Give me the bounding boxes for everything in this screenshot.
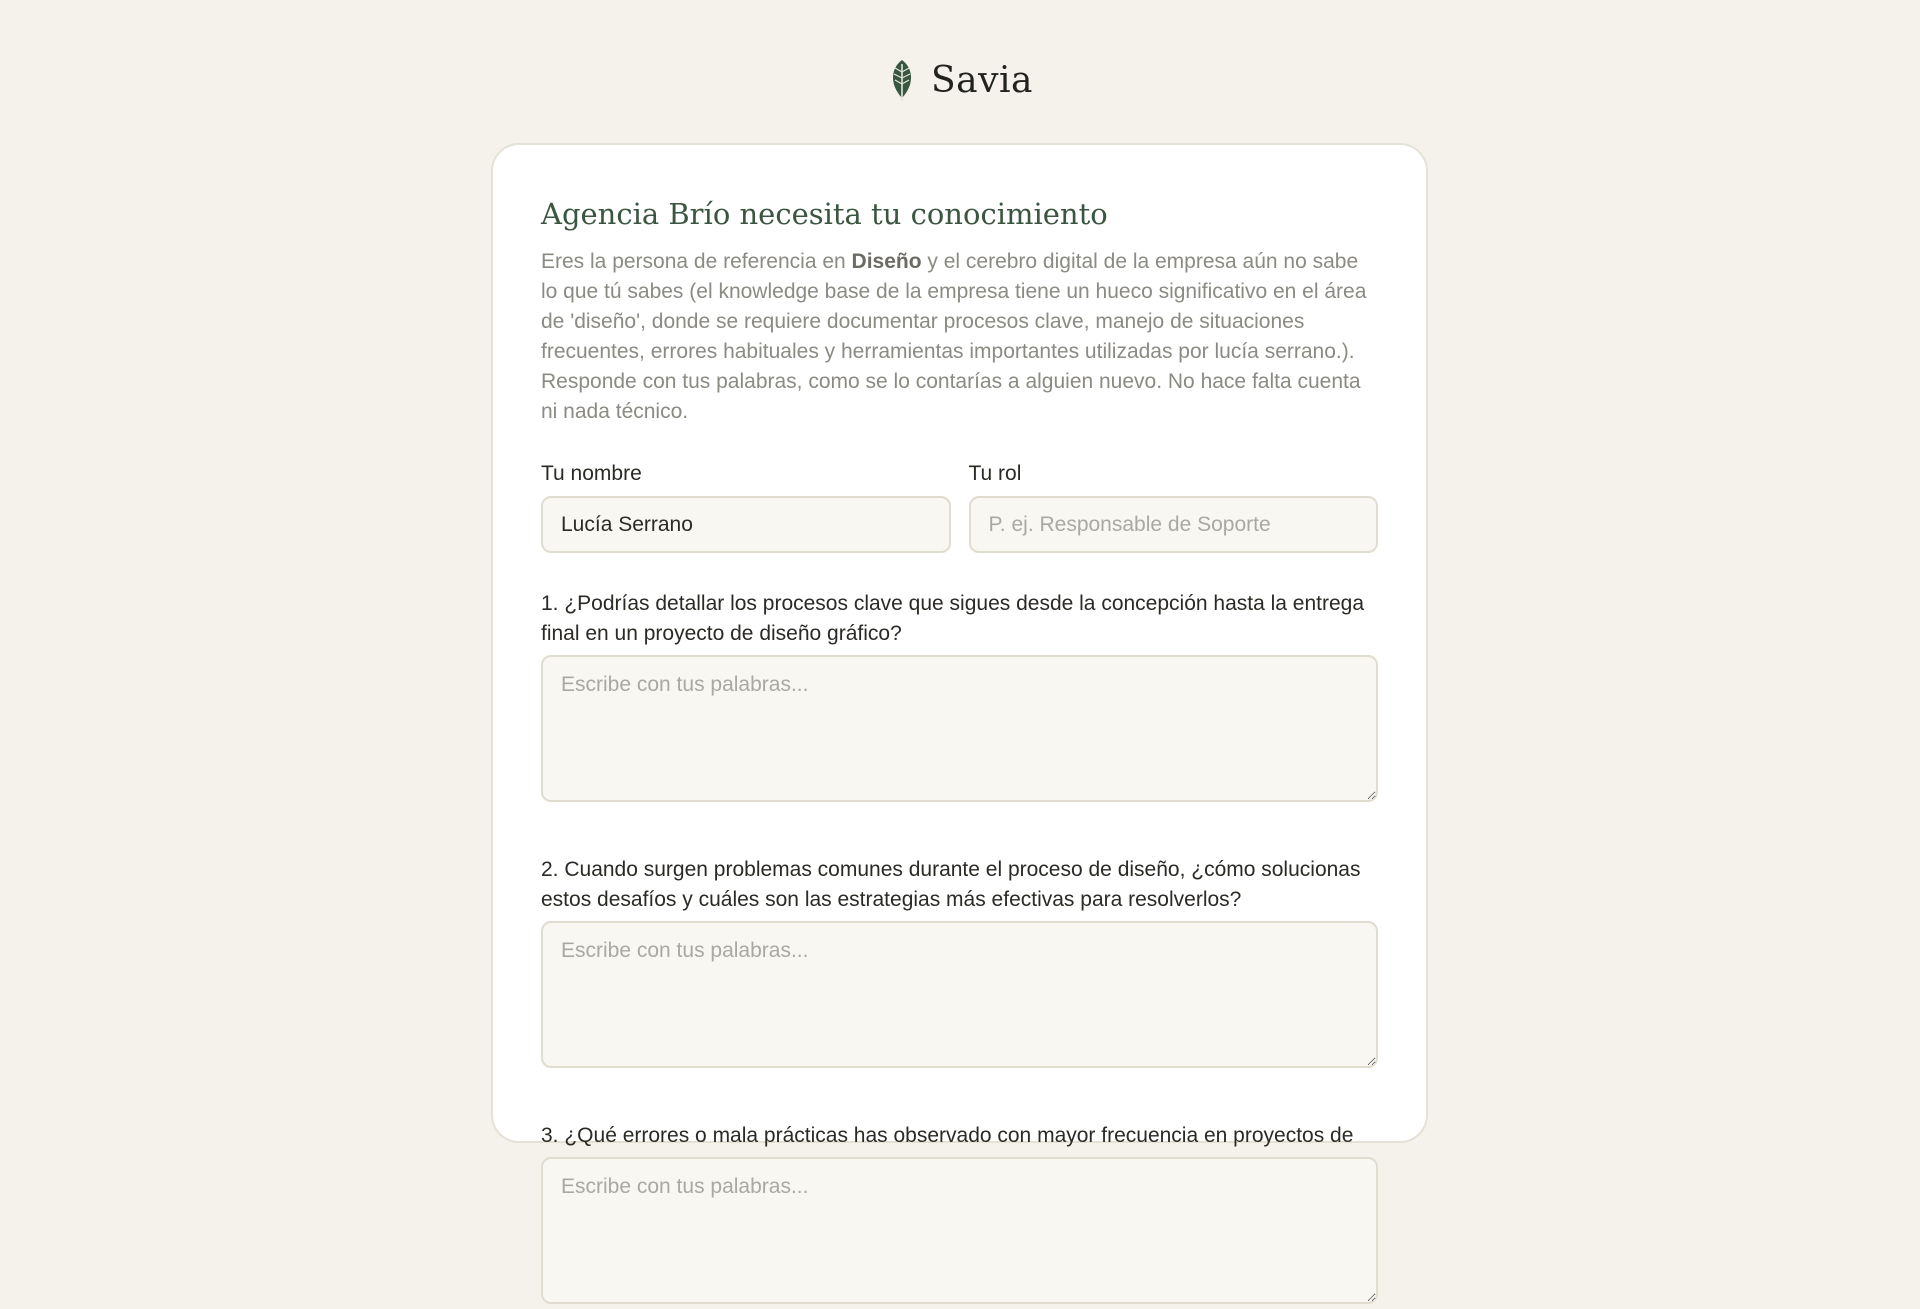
role-field-label: Tu rol bbox=[968, 462, 1022, 485]
name-input[interactable] bbox=[541, 496, 951, 553]
question-2 bbox=[541, 855, 1378, 1073]
role-input[interactable] bbox=[969, 496, 1379, 553]
brand-header bbox=[0, 58, 1920, 102]
answer-3-textarea[interactable] bbox=[541, 1157, 1378, 1304]
intro-area-name: Diseño bbox=[851, 250, 922, 273]
question-1-label: 1. ¿Podrías detallar los procesos clave que sigues desde la concepción hasta la entrega final en un proyecto de diseño gráfico? bbox=[541, 592, 1364, 645]
form-title: Agencia Brío necesita tu conocimiento bbox=[541, 197, 1108, 231]
name-field-group bbox=[541, 461, 951, 553]
name-field-label: Tu nombre bbox=[541, 462, 642, 485]
intro-text-start: Eres la persona de referencia en bbox=[541, 250, 852, 273]
question-3-label: 3. ¿Qué errores o mala prácticas has observado con mayor frecuencia en proyectos de bbox=[541, 1124, 1354, 1147]
brand-name: Savia bbox=[931, 59, 1033, 101]
question-2-label: 2. Cuando surgen problemas comunes durante el proceso de diseño, ¿cómo solucionas estos desafíos y cuáles son las estrategias más efectivas para resolverlos? bbox=[541, 858, 1361, 911]
intro-text-end: y el cerebro digital de la empresa aún no sabe lo que tú sabes (el knowledge base de la empresa tiene un hueco significativo en el área de 'diseño', donde se requiere documentar procesos clave, manejo de situaciones frecuentes, errores habituales y herramientas importantes utilizadas por lucía serrano.). Responde con tus palabras, como se lo contarías a alguien nuevo. No hace falta cuenta ni nada técnico. bbox=[541, 250, 1367, 423]
identity-fields-row bbox=[541, 461, 1378, 553]
question-3 bbox=[541, 1121, 1378, 1309]
knowledge-form-card bbox=[491, 143, 1428, 1147]
form-intro bbox=[541, 247, 1378, 427]
leaf-logo-icon bbox=[887, 58, 917, 102]
answer-2-textarea[interactable] bbox=[541, 921, 1378, 1068]
question-1 bbox=[541, 589, 1378, 807]
answer-1-textarea[interactable] bbox=[541, 655, 1378, 802]
role-field-group bbox=[969, 461, 1379, 553]
